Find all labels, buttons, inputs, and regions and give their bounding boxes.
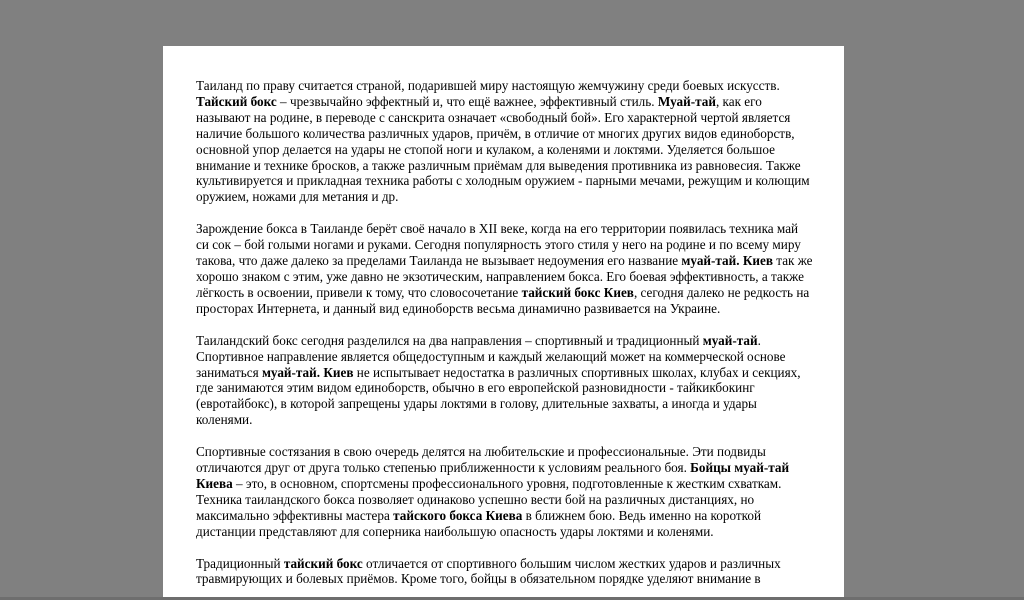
paragraph-3: Таиландский бокс сегодня разделился на два направления – спортивный и традиционный муай-тай. Спортивное направление является общедоступным и каждый желающий может на коммерческой основе заниматься муай-тай. Киев не испытывает недостатка в различных спортивных школах, клубах и секциях, где занимаются этим видом единоборств, обычно в его европейской разновидности - тайкикбокинг (евротайбокс), в которой запрещены удары локтями в голову, длительные захваты, а иногда и удары коленями. [196,332,801,428]
paragraph-4: Спортивные состязания в свою очередь делятся на любительские и профессиональные. Эти подвиды отличаются друг от друга только степенью приближенности к условиям реального боя. Бойцы муай-тай Киева – это, в основном, спортсмены профессионального уровня, подготовленные к жестким схваткам. Техника таиландского бокса позволяет одинаково успешно вести бой на различных дистанциях, но максимально эффективны мастера тайского бокса Киева в ближнем бою. Ведь именно на короткой дистанции представляют для соперника наибольшую опасность удары локтями и коленями. [196,444,790,539]
document-page [163,46,844,600]
paragraph-5: Традиционный тайский бокс отличается от спортивного большим числом жестких ударов и различных травмирующих и болевых приёмов. Кроме того, бойцы в обязательном порядке уделяют внимание в [196,555,781,587]
paragraph-1: Таиланд по праву считается страной, подарившей миру настоящую жемчужину среди боевых искусств. Тайский бокс – чрезвычайно эффектный и, что ещё важнее, эффективный стиль. Муай-тай, как его называют на родине, в переводе с санскрита означает «свободный бой». Его характерной чертой является наличие большого количества различных ударов, причём, в отличие от многих других видов единоборств, основной упор делается на удары не стопой ноги и кулаком, а коленями и локтями. Уделяется большое внимание и технике бросков, а также различным приёмам для выведения противника из равновесия. Также культивируется и прикладная техника работы с холодным оружием - парными мечами, режущим и колющим оружием, ножами для метания и др. [196,78,810,205]
paragraph-2: Зарождение бокса в Таиланде берёт своё начало в XII веке, когда на его территории появилась техника май си сок – бой голыми ногами и руками. Сегодня популярность этого стиля у него на родине и по всему миру такова, что даже далеко за пределами Таиланда не вызывает недоумения его название муай-тай. Киев так же хорошо знаком с этим, уже давно не экзотическим, направлением бокса. Его боевая эффективность, а также лёгкость в освоении, привели к тому, что словосочетание тайский бокс Киев, сегодня далеко не редкость на просторах Интернета, и данный вид единоборств весьма динамично развивается на Украине. [196,221,813,316]
